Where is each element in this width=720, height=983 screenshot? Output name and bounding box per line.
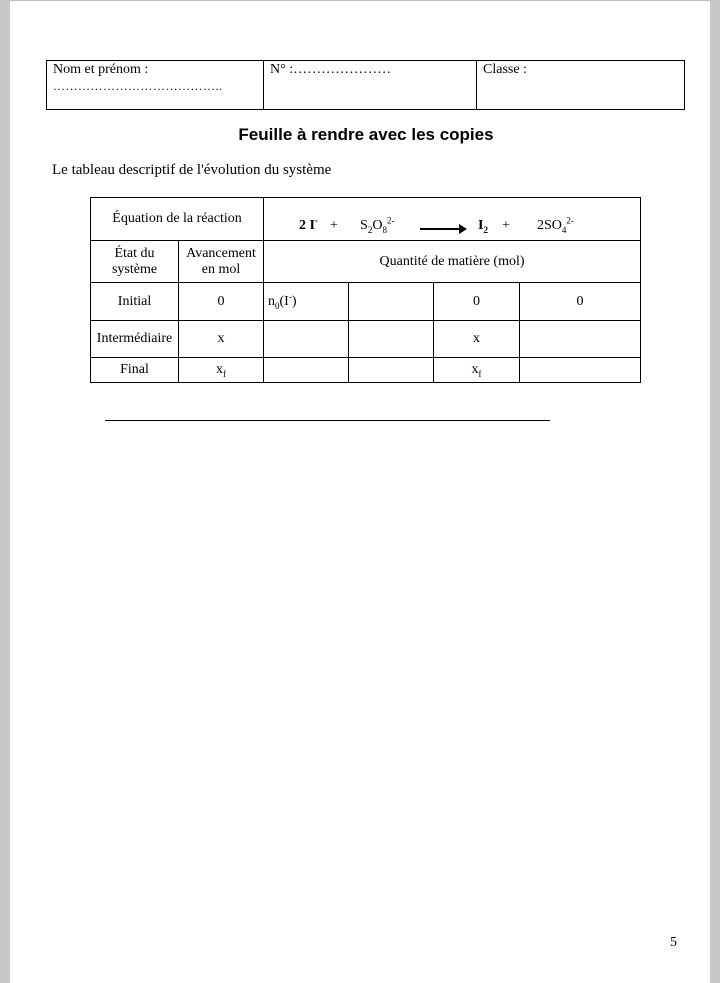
name-label: Nom et prénom :	[53, 62, 149, 77]
advancement-cell: x	[179, 321, 264, 358]
quantity-cell-iodide	[264, 358, 349, 383]
advancement-cell: $x_f$	[179, 358, 264, 383]
product-sulfate: $2SO_4^{2-}$	[537, 215, 574, 235]
document-page	[10, 0, 710, 983]
table-row	[91, 283, 641, 321]
state-cell: Intermédiaire	[91, 321, 179, 358]
page-title: Feuille à rendre avec les copies	[238, 125, 494, 144]
page-number: 5	[670, 935, 677, 950]
horizontal-rule	[105, 420, 550, 421]
quantity-cell-peroxodisulfate	[349, 321, 434, 358]
quantity-cell-peroxodisulfate	[349, 358, 434, 383]
table-row	[91, 321, 641, 358]
quantity-cell-iodine: 0	[434, 283, 520, 321]
number-label: N° :…………………	[270, 62, 392, 77]
plus-sign-1: +	[330, 218, 338, 233]
quantity-cell-sulfate: 0	[520, 283, 641, 321]
plus-sign-2: +	[502, 218, 510, 233]
advancement-header: Avancement en mol	[179, 241, 264, 283]
reaction-equation	[264, 198, 640, 240]
student-info-table	[46, 60, 685, 110]
name-cell	[47, 61, 264, 110]
quantity-cell-iodine: $x_f$	[434, 358, 520, 383]
quantity-cell-sulfate	[520, 358, 641, 383]
quantity-cell-sulfate	[520, 321, 641, 358]
quantity-cell-iodide	[264, 321, 349, 358]
advancement-cell: 0	[179, 283, 264, 321]
reaction-arrow-icon	[420, 228, 464, 230]
class-label: Classe :	[483, 62, 527, 77]
state-cell: Initial	[91, 283, 179, 321]
reactant-iodide: 2 I-	[299, 215, 318, 233]
product-iodine: $I_2$	[478, 218, 488, 235]
quantity-cell-iodide: $n_0(I^-)$	[264, 283, 349, 321]
equation-label-cell: Équation de la réaction	[91, 198, 264, 241]
reactant-peroxodisulfate: $S_2O_8^{2-}$	[360, 215, 395, 235]
state-cell: Final	[91, 358, 179, 383]
equation-cell	[264, 198, 641, 241]
state-header: État du système	[91, 241, 179, 283]
table-row	[91, 358, 641, 383]
class-cell	[477, 61, 685, 110]
evolution-table	[90, 197, 641, 383]
quantity-cell-peroxodisulfate	[349, 283, 434, 321]
number-cell	[264, 61, 477, 110]
quantity-cell-iodine: x	[434, 321, 520, 358]
quantity-header: Quantité de matière (mol)	[264, 241, 641, 283]
intro-text: Le tableau descriptif de l'évolution du système	[52, 162, 332, 178]
name-dots: …………………………………..	[53, 79, 223, 93]
